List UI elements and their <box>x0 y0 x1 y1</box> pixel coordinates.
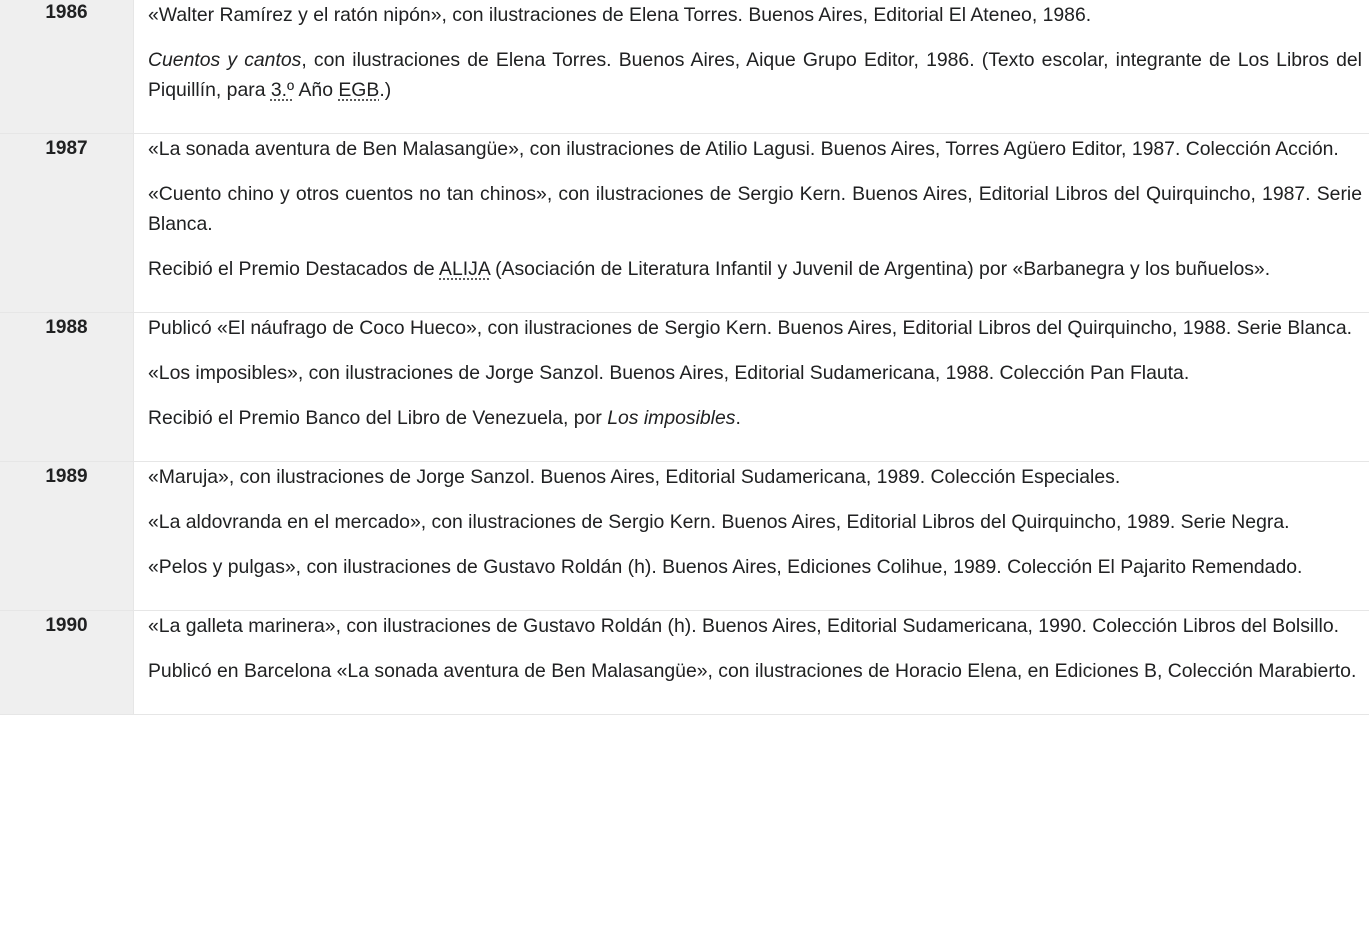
entries-cell <box>134 134 1369 313</box>
publication-entry <box>148 134 1362 164</box>
year-label: 1987 <box>0 134 134 313</box>
publication-entry <box>148 45 1362 105</box>
entry-text: «La sonada aventura de Ben Malasangüe», con ilustraciones de Atilio Lagusi. Buenos Aires, Torres Agüero Editor, 1987. Colección Acción. <box>148 138 1339 160</box>
timeline-row <box>0 134 1369 313</box>
timeline-row <box>0 313 1369 462</box>
entry-text: «La aldovranda en el mercado», con ilustraciones de Sergio Kern. Buenos Aires, Editorial Libros del Quirquincho, 1989. Serie Negra. <box>148 511 1290 533</box>
entry-text: Recibió el Premio Banco del Libro de Venezuela, por <box>148 407 608 429</box>
book-title-italic: Los imposibles <box>607 407 736 429</box>
entries-cell <box>134 0 1369 134</box>
publication-entry <box>148 313 1362 343</box>
entry-text: «La galleta marinera», con ilustraciones de Gustavo Roldán (h). Buenos Aires, Editorial Sudamericana, 1990. Colección Libros del Bolsillo. <box>148 615 1340 637</box>
publication-entry <box>148 462 1362 492</box>
entries-cell <box>134 313 1369 462</box>
entry-text: «Maruja», con ilustraciones de Jorge Sanzol. Buenos Aires, Editorial Sudamericana, 1989. Colección Especiales. <box>148 466 1121 488</box>
publication-entry <box>148 179 1362 239</box>
entry-text: Año <box>294 79 339 101</box>
entries-cell <box>134 462 1369 611</box>
entry-text: «Los imposibles», con ilustraciones de Jorge Sanzol. Buenos Aires, Editorial Sudamericana, 1988. Colección Pan Flauta. <box>148 362 1190 384</box>
timeline-row <box>0 0 1369 134</box>
entry-text: «Walter Ramírez y el ratón nipón», con ilustraciones de Elena Torres. Buenos Aires, Editorial El Ateneo, 1986. <box>148 4 1092 26</box>
entry-text: (Asociación de Literatura Infantil y Juvenil de Argentina) por «Barbanegra y los buñuelos». <box>489 258 1271 280</box>
abbreviation[interactable]: ALIJA <box>439 258 490 280</box>
entries-cell <box>134 611 1369 715</box>
year-label: 1989 <box>0 462 134 611</box>
entry-text: Publicó en Barcelona «La sonada aventura de Ben Malasangüe», con ilustraciones de Horacio Elena, en Ediciones B, Colección Marabierto. <box>148 660 1357 682</box>
publication-entry <box>148 254 1362 284</box>
timeline-row <box>0 611 1369 715</box>
publication-entry <box>148 656 1362 686</box>
year-label: 1988 <box>0 313 134 462</box>
abbreviation[interactable]: 3.º <box>270 79 295 101</box>
entry-text: . <box>735 407 741 429</box>
year-label: 1986 <box>0 0 134 134</box>
abbreviation[interactable]: EGB <box>338 79 380 101</box>
publication-entry <box>148 403 1362 433</box>
publication-entry <box>148 507 1362 537</box>
year-label: 1990 <box>0 611 134 715</box>
entry-text: «Pelos y pulgas», con ilustraciones de Gustavo Roldán (h). Buenos Aires, Ediciones Colihue, 1989. Colección El Pajarito Remendado. <box>148 556 1303 578</box>
entry-text: Publicó «El náufrago de Coco Hueco», con ilustraciones de Sergio Kern. Buenos Aires, Editorial Libros del Quirquincho, 1988. Serie Blanca. <box>148 317 1353 339</box>
entry-text: «Cuento chino y otros cuentos no tan chinos», con ilustraciones de Sergio Kern. Buenos Aires, Editorial Libros del Quirquincho, 1987. Serie Blanca. <box>148 183 1362 235</box>
entry-text: , con ilustraciones de Elena Torres. Buenos Aires, Aique Grupo Editor, 1986. (Texto escolar, integrante de Los Libros del Piquillín, para <box>148 49 1362 101</box>
publication-entry <box>148 611 1362 641</box>
timeline-row <box>0 462 1369 611</box>
book-title-italic: Cuentos y cantos <box>148 49 302 71</box>
publication-entry <box>148 358 1362 388</box>
entry-text: Recibió el Premio Destacados de <box>148 258 440 280</box>
publication-entry <box>148 0 1362 30</box>
entry-text: .) <box>379 79 392 101</box>
publication-entry <box>148 552 1362 582</box>
